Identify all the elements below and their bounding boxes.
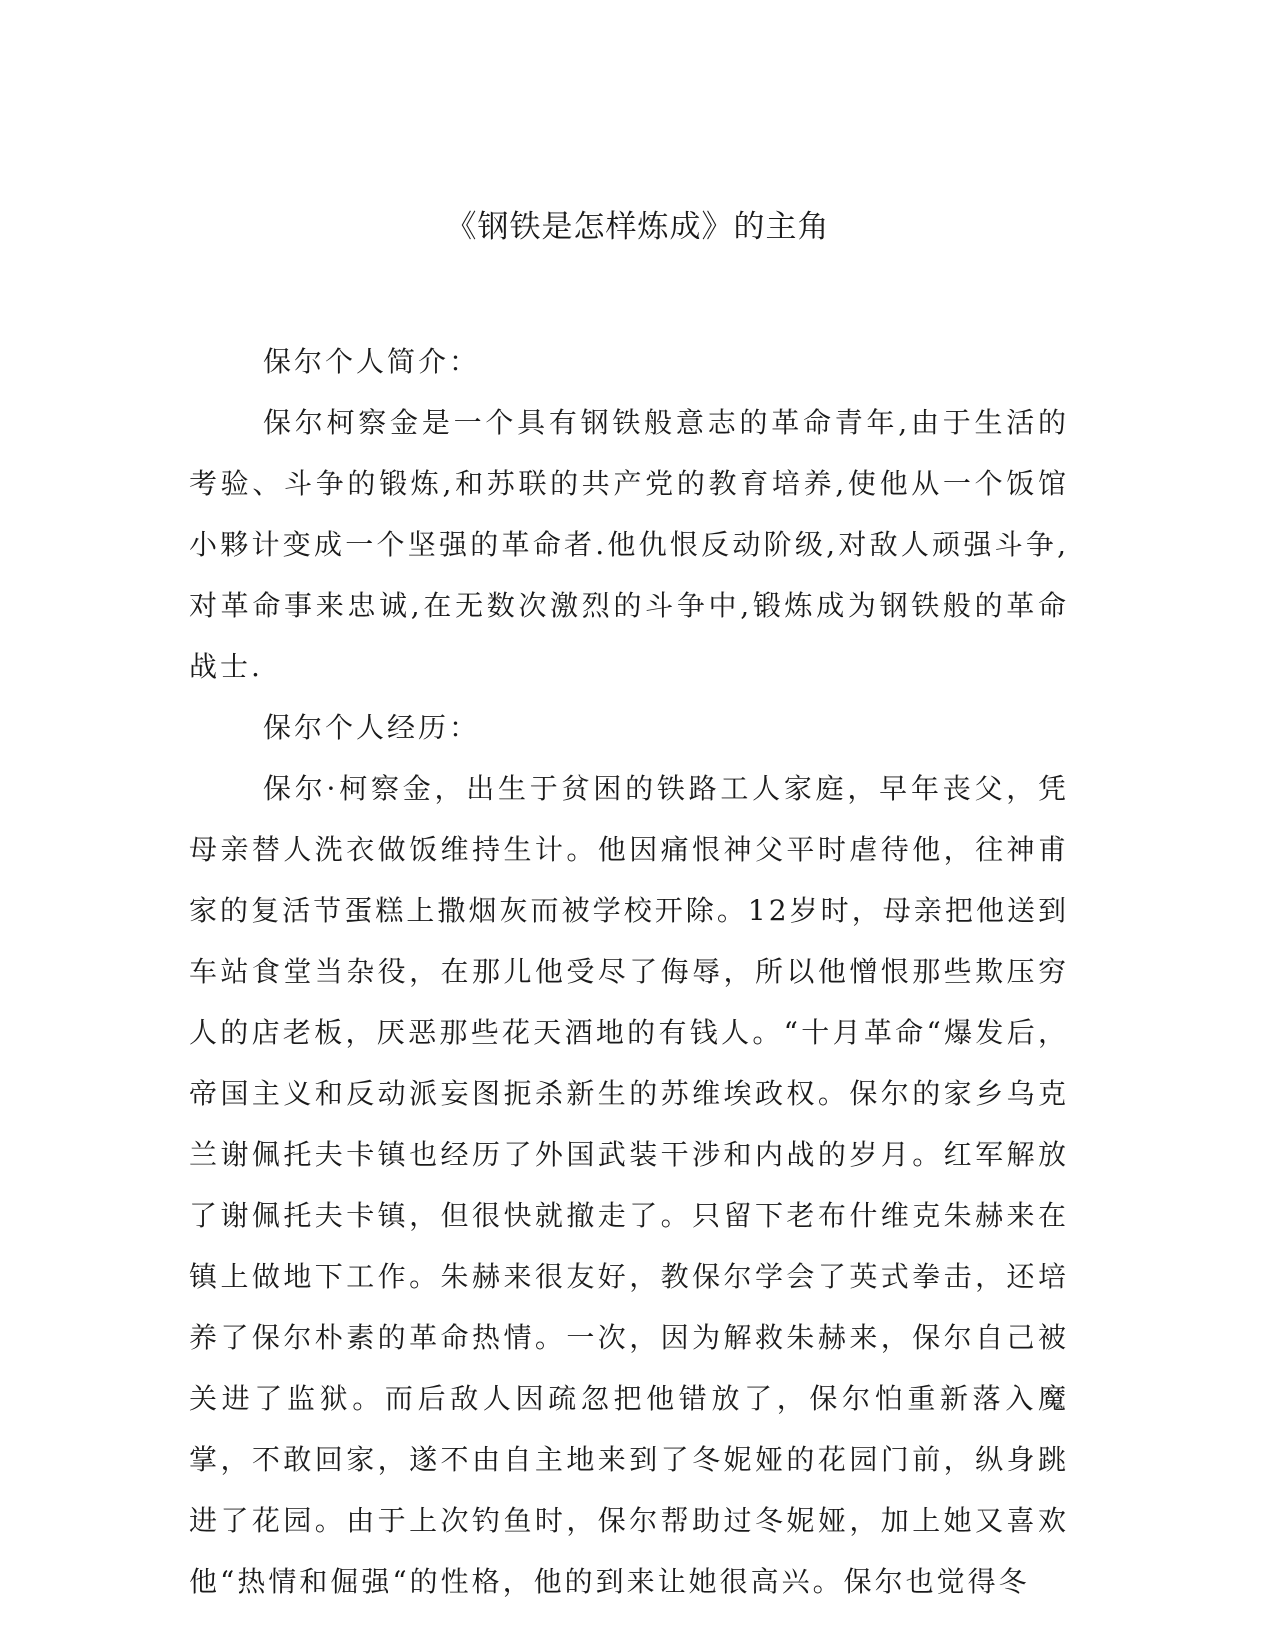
document-title: 《钢铁是怎样炼成》的主角 (445, 209, 830, 245)
paragraph-profile: 保尔柯察金是一个具有钢铁般意志的革命青年,由于生活的考验、斗争的锻炼,和苏联的共产党的教育培养,使他从一个饭馆小夥计变成一个坚强的革命者.他仇恨反动阶级,对敌人顽强斗争,对革命事来忠诚,在无数次激烈的斗争中,锻炼成为钢铁般的革命战士. (189, 406, 1069, 683)
document-body (189, 331, 1069, 1612)
paragraph-experience: 保尔·柯察金，出生于贫困的铁路工人家庭，早年丧父，凭母亲替人洗衣做饭维持生计。他因痛恨神父平时虐待他，往神甫家的复活节蛋糕上撒烟灰而被学校开除。12岁时，母亲把他送到车站食堂当杂役，在那儿他受尽了侮辱，所以他憎恨那些欺压穷人的店老板，厌恶那些花天酒地的有钱人。“十月革命“爆发后，帝国主义和反动派妄图扼杀新生的苏维埃政权。保尔的家乡乌克兰谢佩托夫卡镇也经历了外国武装干涉和内战的岁月。红军解放了谢佩托夫卡镇，但很快就撤走了。只留下老布什维克朱赫来在镇上做地下工作。朱赫来很友好，教保尔学会了英式拳击，还培养了保尔朴素的革命热情。一次，因为解救朱赫来，保尔自己被关进了监狱。而后敌人因疏忽把他错放了，保尔怕重新落入魔掌，不敢回家，遂不由自主地来到了冬妮娅的花园门前，纵身跳进了花园。由于上次钓鱼时，保尔帮助过冬妮娅，加上她又喜欢他“热情和倔强“的性格，他的到来让她很高兴。保尔也觉得冬 (189, 772, 1069, 1598)
section-heading-experience: 保尔个人经历： (263, 711, 481, 744)
section-heading-profile: 保尔个人简介： (263, 345, 481, 378)
